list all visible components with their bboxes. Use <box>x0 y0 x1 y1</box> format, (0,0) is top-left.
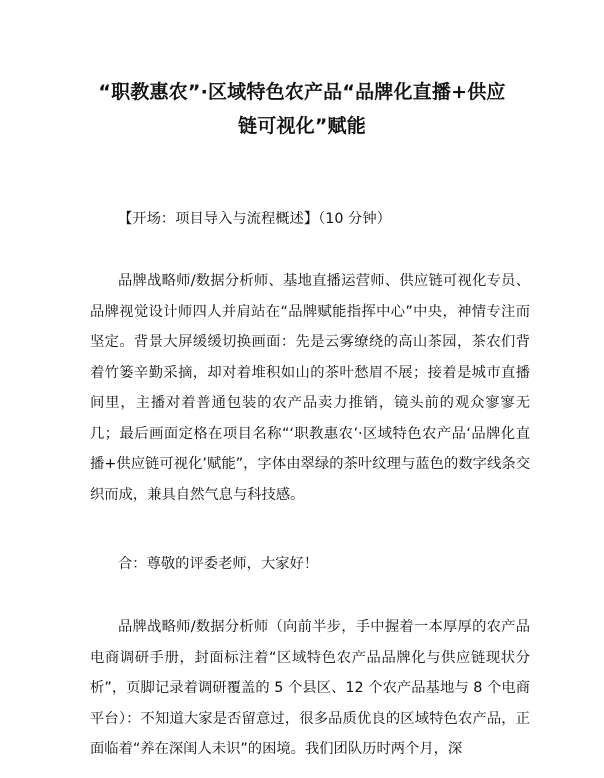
section-heading: 【开场：项目导入与流程概述】（10 分钟） <box>118 211 391 227</box>
document-title-line-1: “职教惠农”·区域特色农产品“品牌化直播+供应 <box>98 81 506 103</box>
greeting-line: 合：尊敬的评委老师，大家好！ <box>118 556 319 572</box>
document-title-line-2: 链可视化”赋能 <box>238 115 366 137</box>
paragraph-strategist-speech: 品牌战略师/数据分析师（向前半步，手中握着一本厚厚的农产品电商调研手册，封面标注着“区域特色农产品品牌化与供应链现状分析”，页脚记录着调研覆盖的 5 个县区、12 个农产品基地与 8 个电商平台）：不知道大家是否留意过，很多品质优良的区域特色农产品，正面临着“养在深闺人未识”的困境。我们团队历时两个月，深 <box>90 619 530 757</box>
paragraph-scene-description: 品牌战略师/数据分析师、基地直播运营师、供应链可视化专员、品牌视觉设计师四人并肩站在“品牌赋能指挥中心”中央，神情专注而坚定。背景大屏缓缓切换画面：先是云雾缭绕的高山茶园，茶农们背着竹篓辛勤采摘，却对着堆积如山的茶叶愁眉不展；接着是城市直播间里，主播对着普通包装的农产品卖力推销，镜头前的观众寥寥无几；最后画面定格在项目名称“‘职教惠农’·区域特色农产品‘品牌化直播+供应链可视化’赋能”，字体由翠绿的茶叶纹理与蓝色的数字线条交织而成，兼具自然气息与科技感。 <box>90 273 530 503</box>
